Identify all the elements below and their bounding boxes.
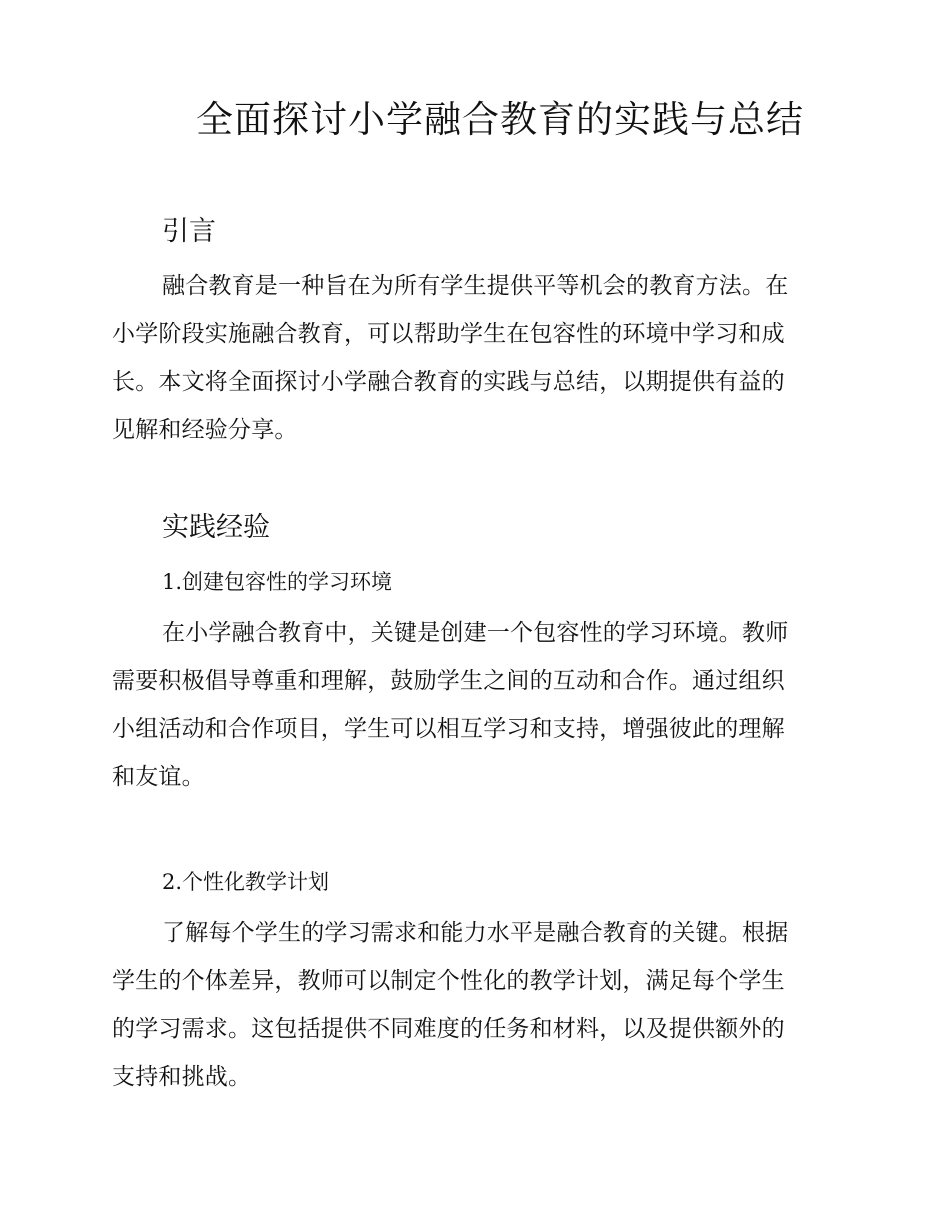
paragraph-line: 了解每个学生的学习需求和能力水平是融合教育的关键。根据 [162,920,789,946]
subheading-personalized-plan: 2.个性化教学计划 [162,870,330,894]
paragraph-line: 学生的个体差异，教师可以制定个性化的教学计划，满足每个学生 [112,968,785,994]
inclusive-environment-paragraph [112,609,837,801]
paragraph-line: 在小学融合教育中，关键是创建一个包容性的学习环境。教师 [162,620,789,646]
paragraph-line: 长。本文将全面探讨小学融合教育的实践与总结，以期提供有益的 [112,369,785,395]
subheading-inclusive-environment: 1.创建包容性的学习环境 [162,570,393,594]
document-title: 全面探讨小学融合教育的实践与总结 [196,98,804,141]
paragraph-line: 的学习需求。这包括提供不同难度的任务和材料，以及提供额外的 [112,1016,785,1042]
paragraph-line: 融合教育是一种旨在为所有学生提供平等机会的教育方法。在 [162,273,789,299]
intro-paragraph [112,262,837,454]
section-heading-practice: 实践经验 [162,512,270,543]
paragraph-line: 支持和挑战。 [112,1064,252,1090]
paragraph-line: 小学阶段实施融合教育，可以帮助学生在包容性的环境中学习和成 [112,321,785,347]
paragraph-line: 需要积极倡导尊重和理解，鼓励学生之间的互动和合作。通过组织 [112,668,785,694]
section-heading-intro: 引言 [162,216,216,247]
personalized-plan-paragraph [112,909,837,1101]
paragraph-line: 见解和经验分享。 [112,417,298,443]
paragraph-line: 小组活动和合作项目，学生可以相互学习和支持，增强彼此的理解 [112,716,785,742]
paragraph-line: 和友谊。 [112,764,205,790]
